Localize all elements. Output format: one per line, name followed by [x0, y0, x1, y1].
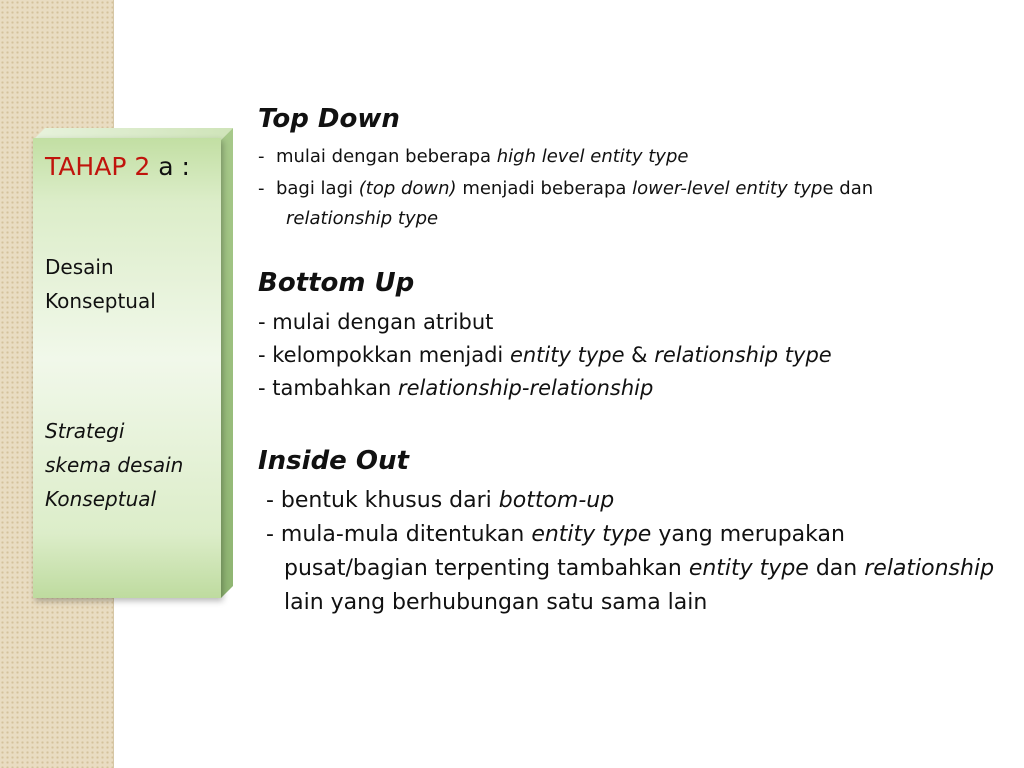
stage-title-number: TAHAP 2 — [45, 152, 151, 181]
italic-run: bottom-up — [498, 488, 615, 513]
text-run: yang merupakan — [651, 522, 845, 547]
bottom-up-line-1 — [258, 310, 493, 334]
strategy-label-line: Strategi — [45, 419, 125, 443]
strategy-label-line: skema desain — [45, 453, 184, 477]
italic-run: entity type — [531, 522, 652, 547]
stage-subtitle — [45, 250, 156, 318]
text-run: - mulai dengan atribut — [258, 310, 494, 334]
stage-title — [45, 152, 190, 181]
top-down-line-1 — [258, 146, 688, 167]
text-run: mulai dengan beberapa — [275, 146, 497, 167]
top-down-line-2 — [258, 178, 873, 199]
stage-box-face — [33, 138, 221, 598]
strategy-label-line: Konseptual — [45, 487, 157, 511]
inside-out-heading: Inside Out — [258, 446, 409, 476]
top-down-heading: Top Down — [258, 104, 400, 134]
text-run: e dan — [822, 178, 874, 199]
stage-box-side-bevel — [221, 128, 233, 598]
inside-out-line-4 — [284, 590, 707, 615]
text-run: - tambahkan — [258, 376, 398, 400]
bullet-dash: - — [258, 178, 265, 199]
italic-run: lower-level entity typ — [632, 178, 823, 199]
stage-box — [33, 128, 235, 598]
stage-title-suffix: a : — [158, 152, 190, 181]
inside-out-line-1 — [266, 488, 614, 513]
italic-run: relationship type — [286, 208, 439, 229]
text-run: - kelompokkan menjadi — [258, 343, 510, 367]
italic-run: entity type — [509, 343, 625, 367]
text-run: & — [624, 343, 655, 367]
bottom-up-heading: Bottom Up — [258, 268, 415, 298]
italic-run: entity type — [688, 556, 809, 581]
italic-run: relationship-relationship — [397, 376, 654, 400]
strategy-label — [45, 414, 183, 516]
text-run: pusat/bagian terpenting tambahkan — [284, 556, 689, 581]
stage-subtitle-line: Konseptual — [45, 289, 156, 313]
stage-subtitle-line: Desain — [45, 255, 114, 279]
text-run: - bentuk khusus dari — [266, 488, 499, 513]
top-down-line-3 — [286, 208, 438, 229]
italic-run: relationship type — [654, 343, 832, 367]
text-run: bagi lagi — [275, 178, 359, 199]
bottom-up-line-3 — [258, 376, 653, 400]
text-run: menjadi beberapa — [456, 178, 633, 199]
italic-run: high level entity type — [496, 146, 689, 167]
bullet-dash: - — [258, 146, 265, 167]
italic-run: relationship — [864, 556, 995, 581]
inside-out-line-2 — [266, 522, 845, 547]
text-run: - mula-mula ditentukan — [266, 522, 532, 547]
text-run: lain yang berhubungan satu sama lain — [284, 590, 708, 615]
italic-run: (top down) — [358, 178, 457, 199]
bottom-up-line-2 — [258, 343, 832, 367]
text-run: dan — [808, 556, 865, 581]
inside-out-line-3 — [284, 556, 994, 581]
